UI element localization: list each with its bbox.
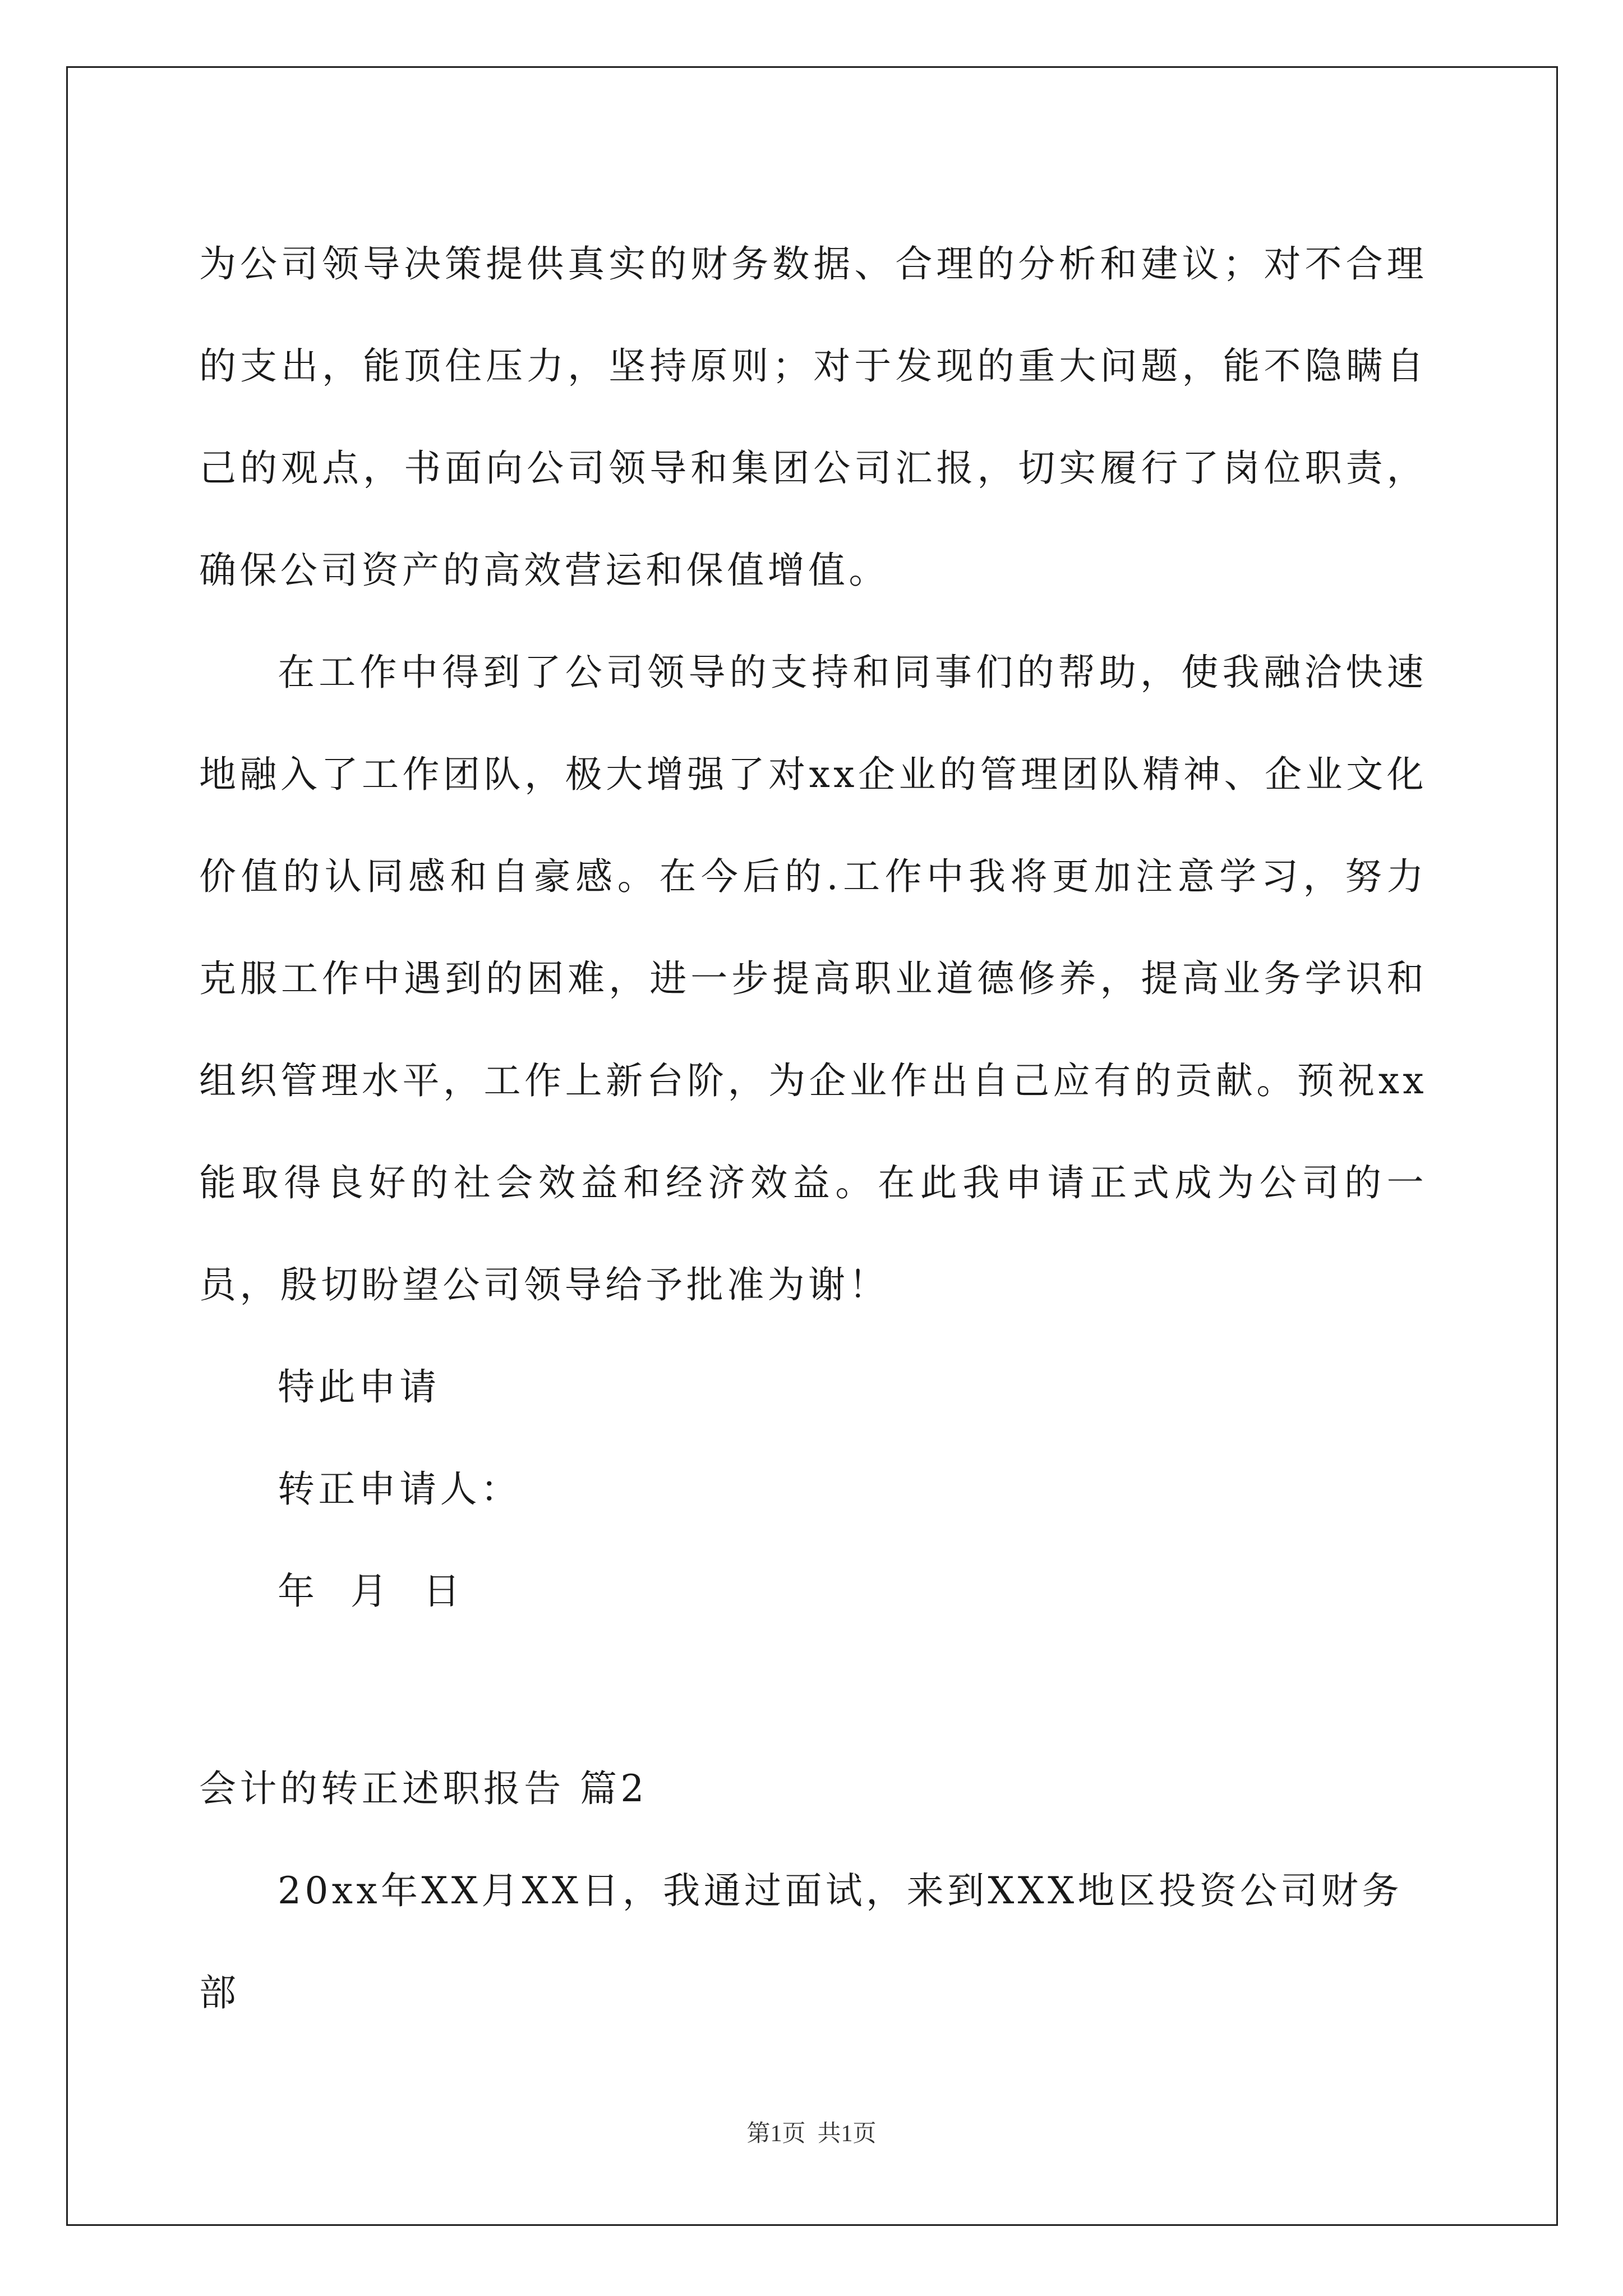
section-heading: 会计的转正述职报告 篇2 (199, 1767, 648, 1810)
paragraph-main: 在工作中得到了公司领导的支持和同事们的帮助，使我融洽快速地融入了工作团队，极大增强了对xx企业的管理团队精神、企业文化价值的认同感和自豪感。在今后的.工作中我将更加注意学习，努力克服工作中遇到的困难，进一步提高职业道德修养，提高业务学识和组织管理水平，工作上新台阶，为企业作出自己应有的贡献。预祝xx能取得良好的社会效益和经济效益。在此我申请正式成为公司的一员，殷切盼望公司领导给予批准为谢！ (199, 651, 1427, 1306)
section-gap (199, 1642, 1427, 1738)
paragraph-continuation: 为公司领导决策提供真实的财务数据、合理的分析和建议；对不合理的支出，能顶住压力，坚持原则；对于发现的重大问题，能不隐瞒自己的观点，书面向公司领导和集团公司汇报，切实履行了岗位职责，确保公司资产的高效营运和保值增值。 (199, 242, 1427, 592)
date-line: 年 月 日 (278, 1570, 464, 1613)
closing-request: 特此申请 (278, 1365, 440, 1409)
applicant-line: 转正申请人： (278, 1467, 522, 1511)
page-footer: 第1页 共1页 (746, 2121, 877, 2147)
document-body (199, 213, 1427, 2044)
section-first-line: 20xx年XX月XX日，我通过面试，来到XXX地区投资公司财务部 (199, 1869, 1403, 2014)
